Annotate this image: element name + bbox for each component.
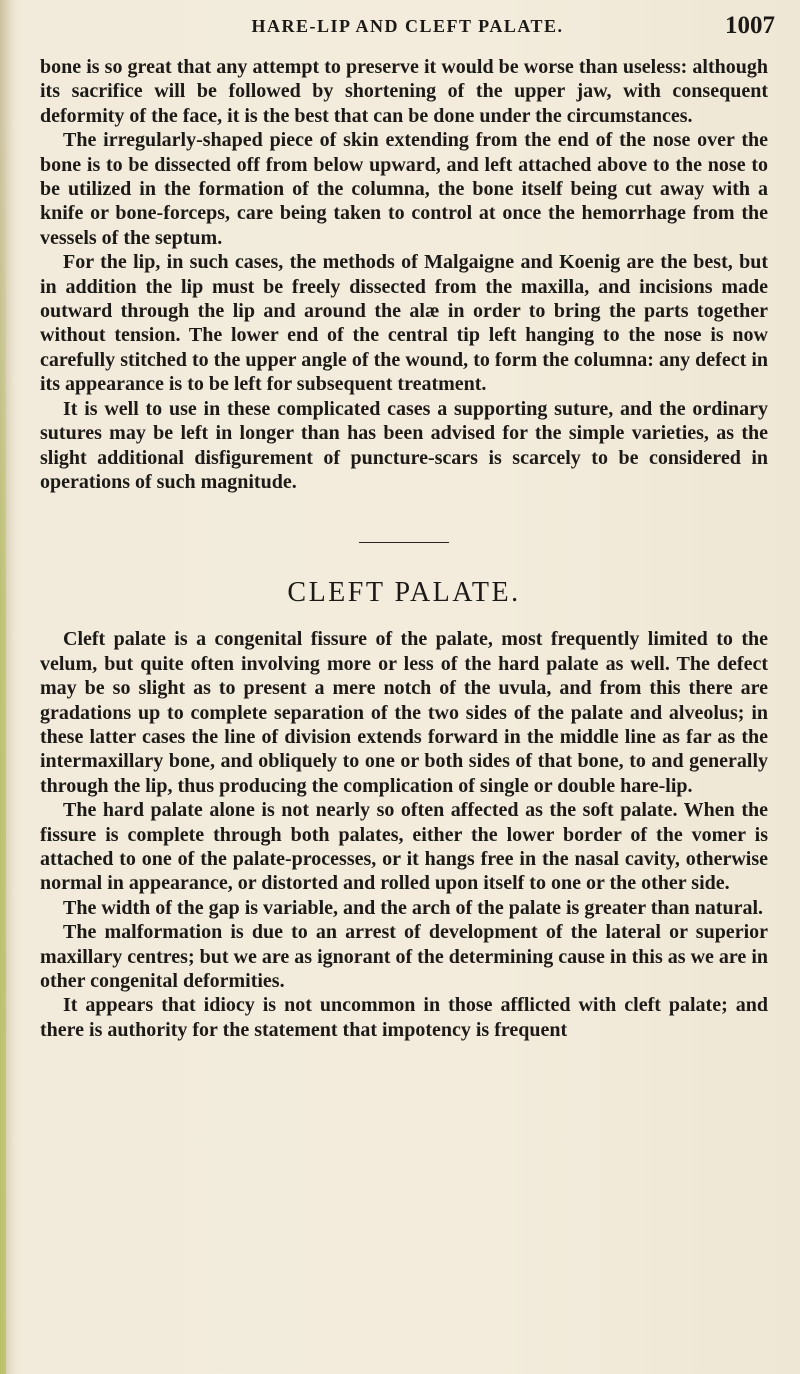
paragraph: The irregularly-shaped piece of skin extending from the end of the nose over the bone is to be dissected off from below upward, and left attached above to the nose to be utilized in the formation of the columna, the bone itself being cut away with a knife or bone-forceps, care being taken to control at once the hemorrhage from the vessels of the septum.	[40, 129, 768, 249]
paragraph: It is well to use in these complicated cases a supporting suture, and the ordinary sutures may be left in longer than has been advised for the simple varieties, as the slight additional disfigurement of puncture-scars is scarcely to be considered in operations of such magnitude.	[40, 397, 768, 493]
body-text	[40, 55, 768, 1042]
paragraph: For the lip, in such cases, the methods of Malgaigne and Koenig are the best, but in addition the lip must be freely dissected from the maxilla, and incisions made outward through the lip and around the alæ in order to bring the parts together without tension. The lower end of the central tip left hanging to the nose is now carefully stitched to the upper angle of the wound, to form the columna: any defect in its appearance is to be left for subsequent treatment.	[40, 251, 768, 396]
paragraph: The malformation is due to an arrest of development of the lateral or superior maxillary centres; but we are as ignorant of the determining cause in this as we are in other congenital deformities.	[40, 921, 768, 992]
paragraph: The width of the gap is variable, and the arch of the palate is greater than natural.	[63, 896, 764, 919]
running-head	[40, 8, 775, 44]
paragraph: The hard palate alone is not nearly so often affected as the soft palate. When the fissure is complete through both palates, either the lower border of the vomer is attached to one of the palate-processes, or it hangs free in the nasal cavity, otherwise normal in appearance, or distorted and rolled upon itself to one or the other side.	[40, 799, 768, 895]
paragraph: It appears that idiocy is not uncommon in those afflicted with cleft palate; and there is authority for the statement that impotency is frequent	[40, 994, 768, 1041]
section-divider	[359, 542, 449, 543]
paragraph: bone is so great that any attempt to preserve it would be worse than useless: although its sacrifice will be followed by shortening of the upper jaw, with consequent deformity of the face, it is the best that can be done under the circumstances.	[40, 56, 768, 127]
page-number: 1007	[725, 12, 775, 39]
paragraph: Cleft palate is a congenital fissure of the palate, most frequently limited to the velum, but quite often involving more or less of the hard palate as well. The defect may be so slight as to present a mere notch of the uvula, and from this there are gradations up to complete separation of the two sides of the palate and alveolus; in these latter cases the line of division extends forward in the middle line as far as the intermaxillary bone, and obliquely to one or both sides of that bone, to and generally through the lip, thus producing the complication of single or double hare-lip.	[40, 628, 768, 797]
spine-edge-tint	[0, 120, 6, 1374]
running-title: HARE-LIP AND CLEFT PALATE.	[251, 16, 564, 36]
section-heading: CLEFT PALATE.	[287, 577, 521, 609]
